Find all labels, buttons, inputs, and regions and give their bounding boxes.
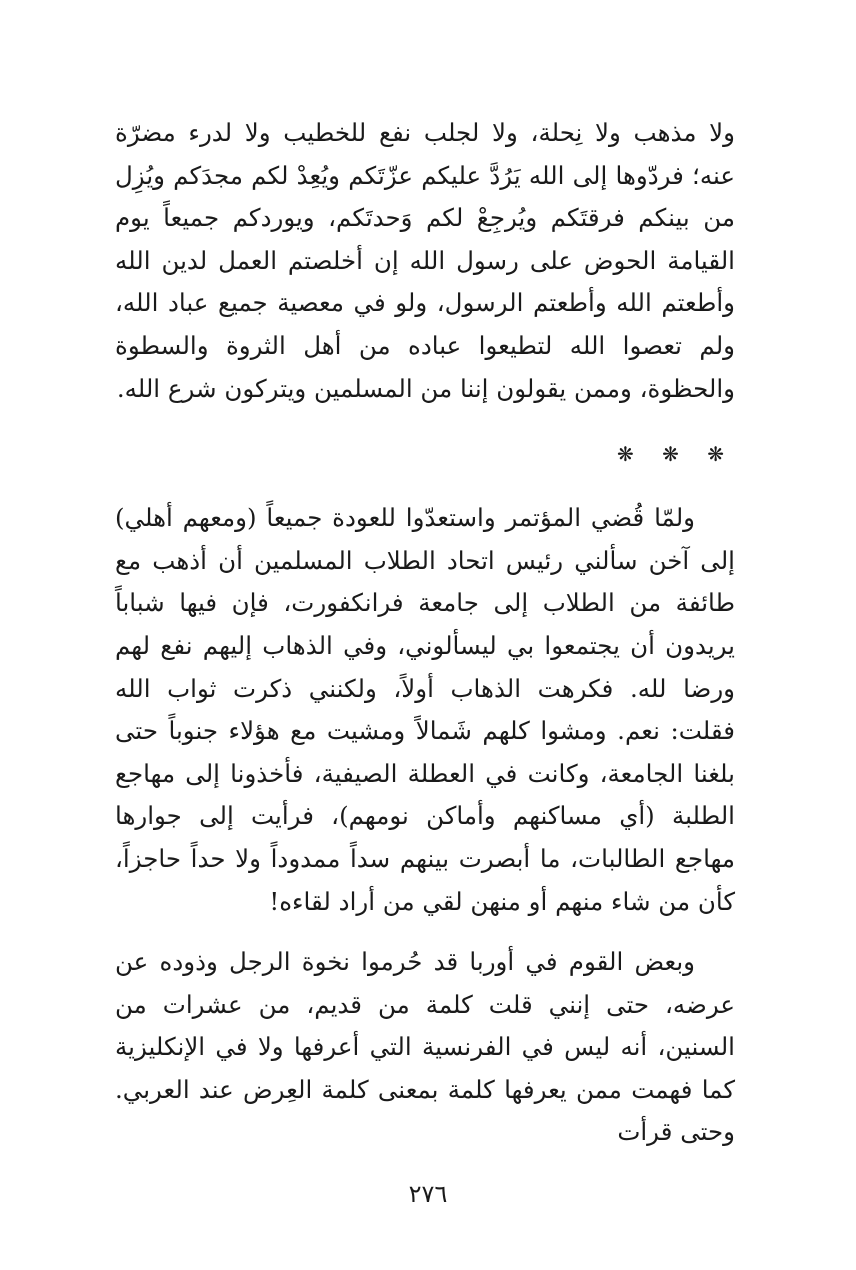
paragraph-1: ولا مذهب ولا نِحلة، ولا لجلب نفع للخطيب ولا لدرء مضرّة عنه؛ فردّوها إلى الله يَرُدَّ عليكم عزّتَكم ويُعِدْ لكم مجدَكم ويُزِل من بينكم فرقتَكم ويُرجِعْ لكم وَحدتَكم، ويوردكم جميعاً يوم القيامة الحوض على رسول الله إن أخلصتم العمل لدين الله وأطعتم الله وأطعتم الرسول، ولو في معصية جميع عباد الله، ولم تعصوا الله لتطيعوا عباده من أهل الثروة والسطوة والحظوة، وممن يقولون إننا من المسلمين ويتركون شرع الله. bbox=[115, 118, 735, 403]
section-divider bbox=[115, 434, 735, 474]
paragraph-2: ولمّا قُضي المؤتمر واستعدّوا للعودة جميعاً (ومعهم أهلي) إلى آخن سألني رئيس اتحاد الطلاب المسلمين أن أذهب مع طائفة من الطلاب إلى جامعة فرانكفورت، فإن فيها شباباً يريدون أن يجتمعوا بي ليسألوني، وفي الذهاب إليهم نفع لهم ورضا لله. فكرهت الذهاب أولاً، ولكنني ذكرت ثواب الله فقلت: نعم. ومشوا كلهم شَمالاً ومشيت مع هؤلاء جنوباً حتى بلغنا الجامعة، وكانت في العطلة الصيفية، فأخذونا إلى مهاجع الطلبة (أي مساكنهم وأماكن نومهم)، فرأيت إلى جوارها مهاجع الطالبات، ما أبصرت بينهم سداً ممدوداً ولا حداً حاجزاً، كأن من شاء منهم أو منهن لقي من أراد لقاءه! bbox=[115, 503, 735, 916]
divider-star: ❋ bbox=[662, 442, 679, 467]
divider-star: ❋ bbox=[707, 442, 724, 467]
paragraph-3: وبعض القوم في أوربا قد حُرموا نخوة الرجل وذوده عن عرضه، حتى إنني قلت كلمة من قديم، من عشرات من السنين، أنه ليس في الفرنسية التي أعرفها ولا في الإنكليزية كما فهمت ممن يعرفها كلمة بمعنى كلمة العِرض عند العربي. وحتى قرأت bbox=[115, 947, 735, 1147]
book-page bbox=[115, 112, 735, 1154]
divider-star: ❋ bbox=[616, 442, 634, 467]
page-number: ٢٧٦ bbox=[408, 1180, 448, 1208]
